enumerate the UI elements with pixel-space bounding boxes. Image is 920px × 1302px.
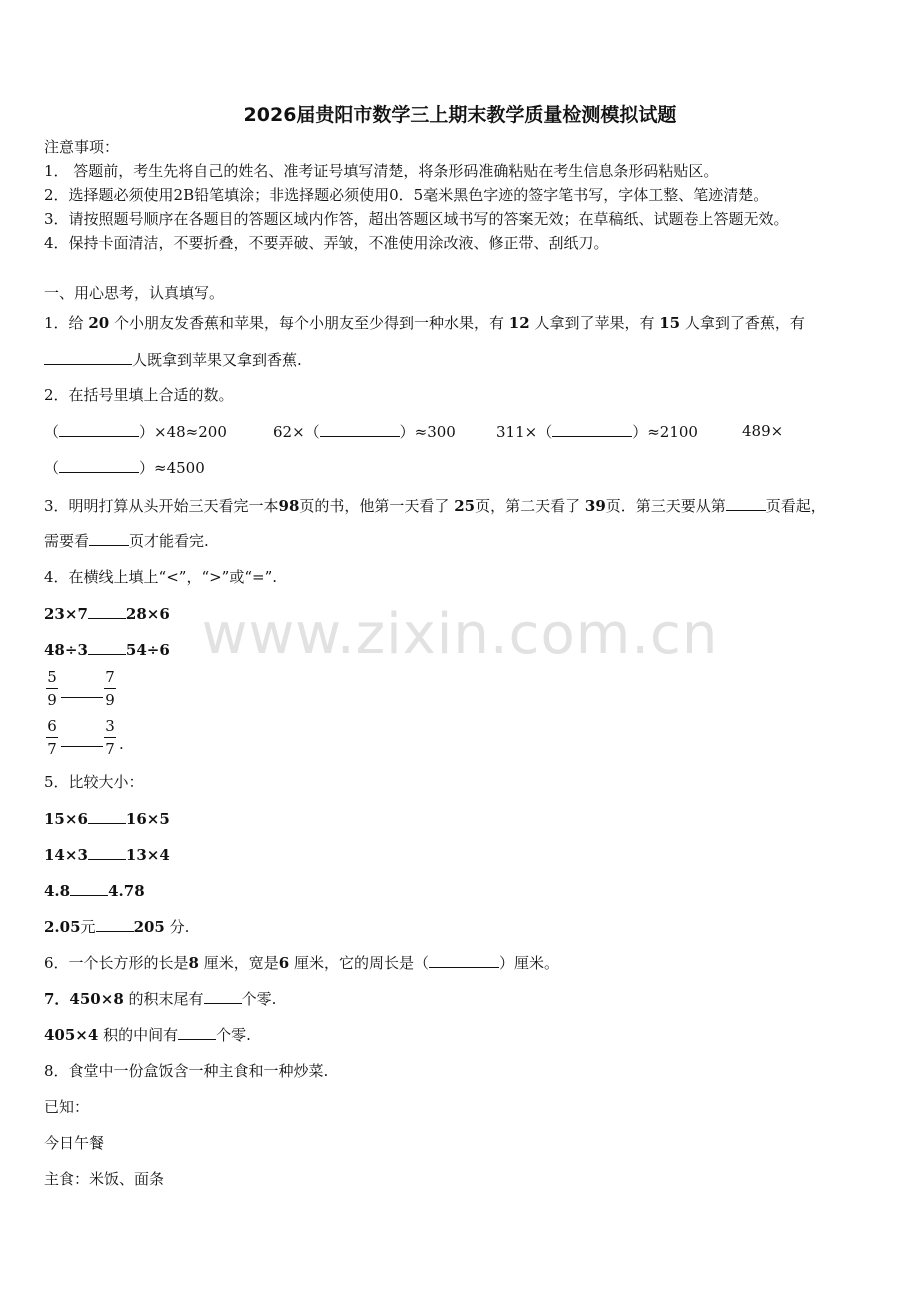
q7-text: 个零. xyxy=(216,1026,251,1044)
q2-paren: （ xyxy=(44,459,60,477)
q3-number: 39 xyxy=(584,497,606,515)
q2-expr-1 xyxy=(44,421,227,442)
q2-expr-5 xyxy=(44,457,205,478)
q6-number: 6 xyxy=(278,954,290,972)
q2-expr-text: ）≈2100 xyxy=(632,423,698,441)
question-3 xyxy=(44,495,826,516)
denominator: 9 xyxy=(47,691,57,709)
answer-blank[interactable] xyxy=(88,603,126,619)
page-title: 2026届贵阳市数学三上期末教学质量检测模拟试题 xyxy=(243,104,677,126)
q5-left-number: 2.05 xyxy=(44,918,81,936)
q7-text: 的积末尾有 xyxy=(128,990,204,1008)
answer-blank[interactable] xyxy=(89,530,129,546)
q7-expr: 405×4 xyxy=(44,1026,99,1044)
q4-fraction-compare-1 xyxy=(44,668,134,714)
answer-blank[interactable] xyxy=(429,952,499,968)
q3-text: 页才能看完. xyxy=(129,532,209,550)
q1-number: 20 xyxy=(88,314,110,332)
notice-item-1: 1． 答题前，考生先将自己的姓名、准考证号填写清楚，将条形码准确粘贴在考生信息条形码粘贴区。 xyxy=(44,162,719,180)
q4-compare-2 xyxy=(44,639,170,660)
q5-right: 16×5 xyxy=(125,810,170,828)
q1-text: 人既拿到苹果又拿到香蕉. xyxy=(132,351,302,369)
q3-text: 3．明明打算从头开始三天看完一本 xyxy=(44,497,279,515)
fraction-bar xyxy=(46,737,58,738)
q8-menu-title: 今日午餐 xyxy=(44,1134,105,1152)
q4-left: 48÷3 xyxy=(44,641,88,659)
q5-left: 4.8 xyxy=(44,882,71,900)
answer-blank[interactable] xyxy=(88,808,126,824)
question-3-line-2 xyxy=(44,530,209,551)
q6-text: ）厘米。 xyxy=(499,954,560,972)
q2-expr-text: ）≈4500 xyxy=(139,459,205,477)
q3-number: 25 xyxy=(454,497,476,515)
denominator: 9 xyxy=(105,691,115,709)
q2-expr-text: ）×48≈200 xyxy=(139,423,227,441)
answer-blank[interactable] xyxy=(204,988,242,1004)
period: . xyxy=(119,735,124,753)
q2-expr-4: 489× xyxy=(742,422,784,440)
answer-blank[interactable] xyxy=(726,495,766,511)
q1-text: 人拿到了香蕉，有 xyxy=(684,314,805,332)
q6-text: 6．一个长方形的长是 xyxy=(44,954,189,972)
answer-blank[interactable] xyxy=(88,639,126,655)
q5-compare-1 xyxy=(44,808,170,829)
answer-blank[interactable] xyxy=(59,421,139,437)
q5-right-unit: 分. xyxy=(169,918,190,936)
question-4-prompt: 4．在横线上填上“<”，“>”或“=”. xyxy=(44,568,278,586)
answer-blank[interactable] xyxy=(59,457,139,473)
q1-number: 12 xyxy=(508,314,530,332)
numerator: 6 xyxy=(47,717,57,735)
denominator: 7 xyxy=(47,740,57,758)
q7-expr: 7．450×8 xyxy=(44,990,124,1008)
numerator: 3 xyxy=(105,717,115,735)
notice-item-2: 2．选择题必须使用2B铅笔填涂；非选择题必须使用0．5毫米黑色字迹的签字笔书写，字体工整、笔迹清楚。 xyxy=(44,186,769,204)
q4-fraction-compare-2 xyxy=(44,717,134,763)
notice-heading: 注意事项： xyxy=(44,138,120,156)
answer-blank[interactable] xyxy=(70,880,108,896)
q3-text: 页的书，他第一天看了 xyxy=(299,497,450,515)
q5-right: 13×4 xyxy=(125,846,170,864)
question-7b xyxy=(44,1024,251,1045)
answer-blank[interactable] xyxy=(552,421,632,437)
q2-paren: （ xyxy=(44,423,60,441)
fraction-bar xyxy=(104,737,116,738)
q6-text: 厘米，宽是 xyxy=(203,954,279,972)
q1-text: 个小朋友发香蕉和苹果，每个小朋友至少得到一种水果，有 xyxy=(113,314,504,332)
q5-compare-2 xyxy=(44,844,170,865)
numerator: 7 xyxy=(105,668,115,686)
q7-text: 个零. xyxy=(241,990,277,1008)
q6-number: 8 xyxy=(188,954,199,972)
notice-item-4: 4．保持卡面清洁，不要折叠，不要弄破、弄皱，不准使用涂改液、修正带、刮纸刀。 xyxy=(44,234,609,252)
q4-right: 28×6 xyxy=(125,605,170,623)
q3-text: 需要看 xyxy=(44,532,90,550)
q5-left: 14×3 xyxy=(44,846,88,864)
section-heading: 一、用心思考，认真填写。 xyxy=(44,284,225,302)
watermark: www.zixin.com.cn xyxy=(201,602,719,667)
q5-right: 4.78 xyxy=(108,882,145,900)
fraction-bar xyxy=(46,688,58,689)
q5-left: 15×6 xyxy=(44,810,88,828)
q5-left-unit: 元 xyxy=(80,918,96,936)
question-1-line-2 xyxy=(44,349,302,370)
q2-expr-text: 62×（ xyxy=(273,423,320,441)
q5-compare-4 xyxy=(44,916,189,937)
q4-right: 54÷6 xyxy=(125,641,170,659)
q2-expr-2 xyxy=(273,421,456,442)
q2-expr-text: 311×（ xyxy=(496,423,553,441)
q8-staple-line: 主食：米饭、面条 xyxy=(44,1170,165,1188)
q3-text: 页．第三天要从第 xyxy=(605,497,726,515)
q4-compare-1 xyxy=(44,603,170,624)
q1-number: 15 xyxy=(659,314,681,332)
answer-blank[interactable] xyxy=(61,734,103,747)
answer-blank[interactable] xyxy=(320,421,400,437)
q2-expr-text: ）≈300 xyxy=(399,423,456,441)
answer-blank[interactable] xyxy=(88,844,126,860)
q7-text: 积的中间有 xyxy=(103,1026,179,1044)
answer-blank[interactable] xyxy=(96,916,134,932)
q3-text: 页看起， xyxy=(765,497,826,515)
q1-text: 1．给 xyxy=(44,314,84,332)
q5-compare-3 xyxy=(44,880,145,901)
q4-left: 23×7 xyxy=(44,605,88,623)
question-8-prompt: 8．食堂中一份盒饭含一种主食和一种炒菜. xyxy=(44,1062,329,1080)
notice-item-3: 3．请按照题号顺序在各题目的答题区域内作答，超出答题区域书写的答案无效；在草稿纸、试题卷上答题无效。 xyxy=(44,210,789,228)
q3-text: 页，第二天看了 xyxy=(475,497,581,515)
question-1 xyxy=(44,313,805,333)
q6-text: 厘米，它的周长是（ xyxy=(294,954,430,972)
question-2-prompt: 2．在括号里填上合适的数。 xyxy=(44,386,234,404)
q8-known-label: 已知： xyxy=(44,1098,90,1116)
numerator: 5 xyxy=(47,668,57,686)
answer-blank[interactable] xyxy=(178,1024,216,1040)
fraction-bar xyxy=(104,688,116,689)
q2-expr-3 xyxy=(496,421,698,442)
answer-blank[interactable] xyxy=(61,685,103,698)
question-5-prompt: 5．比较大小： xyxy=(44,773,144,791)
question-7a xyxy=(44,988,276,1009)
q3-number: 98 xyxy=(278,497,300,515)
answer-blank[interactable] xyxy=(44,349,132,365)
q1-text: 人拿到了苹果，有 xyxy=(534,314,655,332)
q5-right-number: 205 xyxy=(133,918,165,936)
denominator: 7 xyxy=(105,740,115,758)
question-6 xyxy=(44,952,559,973)
